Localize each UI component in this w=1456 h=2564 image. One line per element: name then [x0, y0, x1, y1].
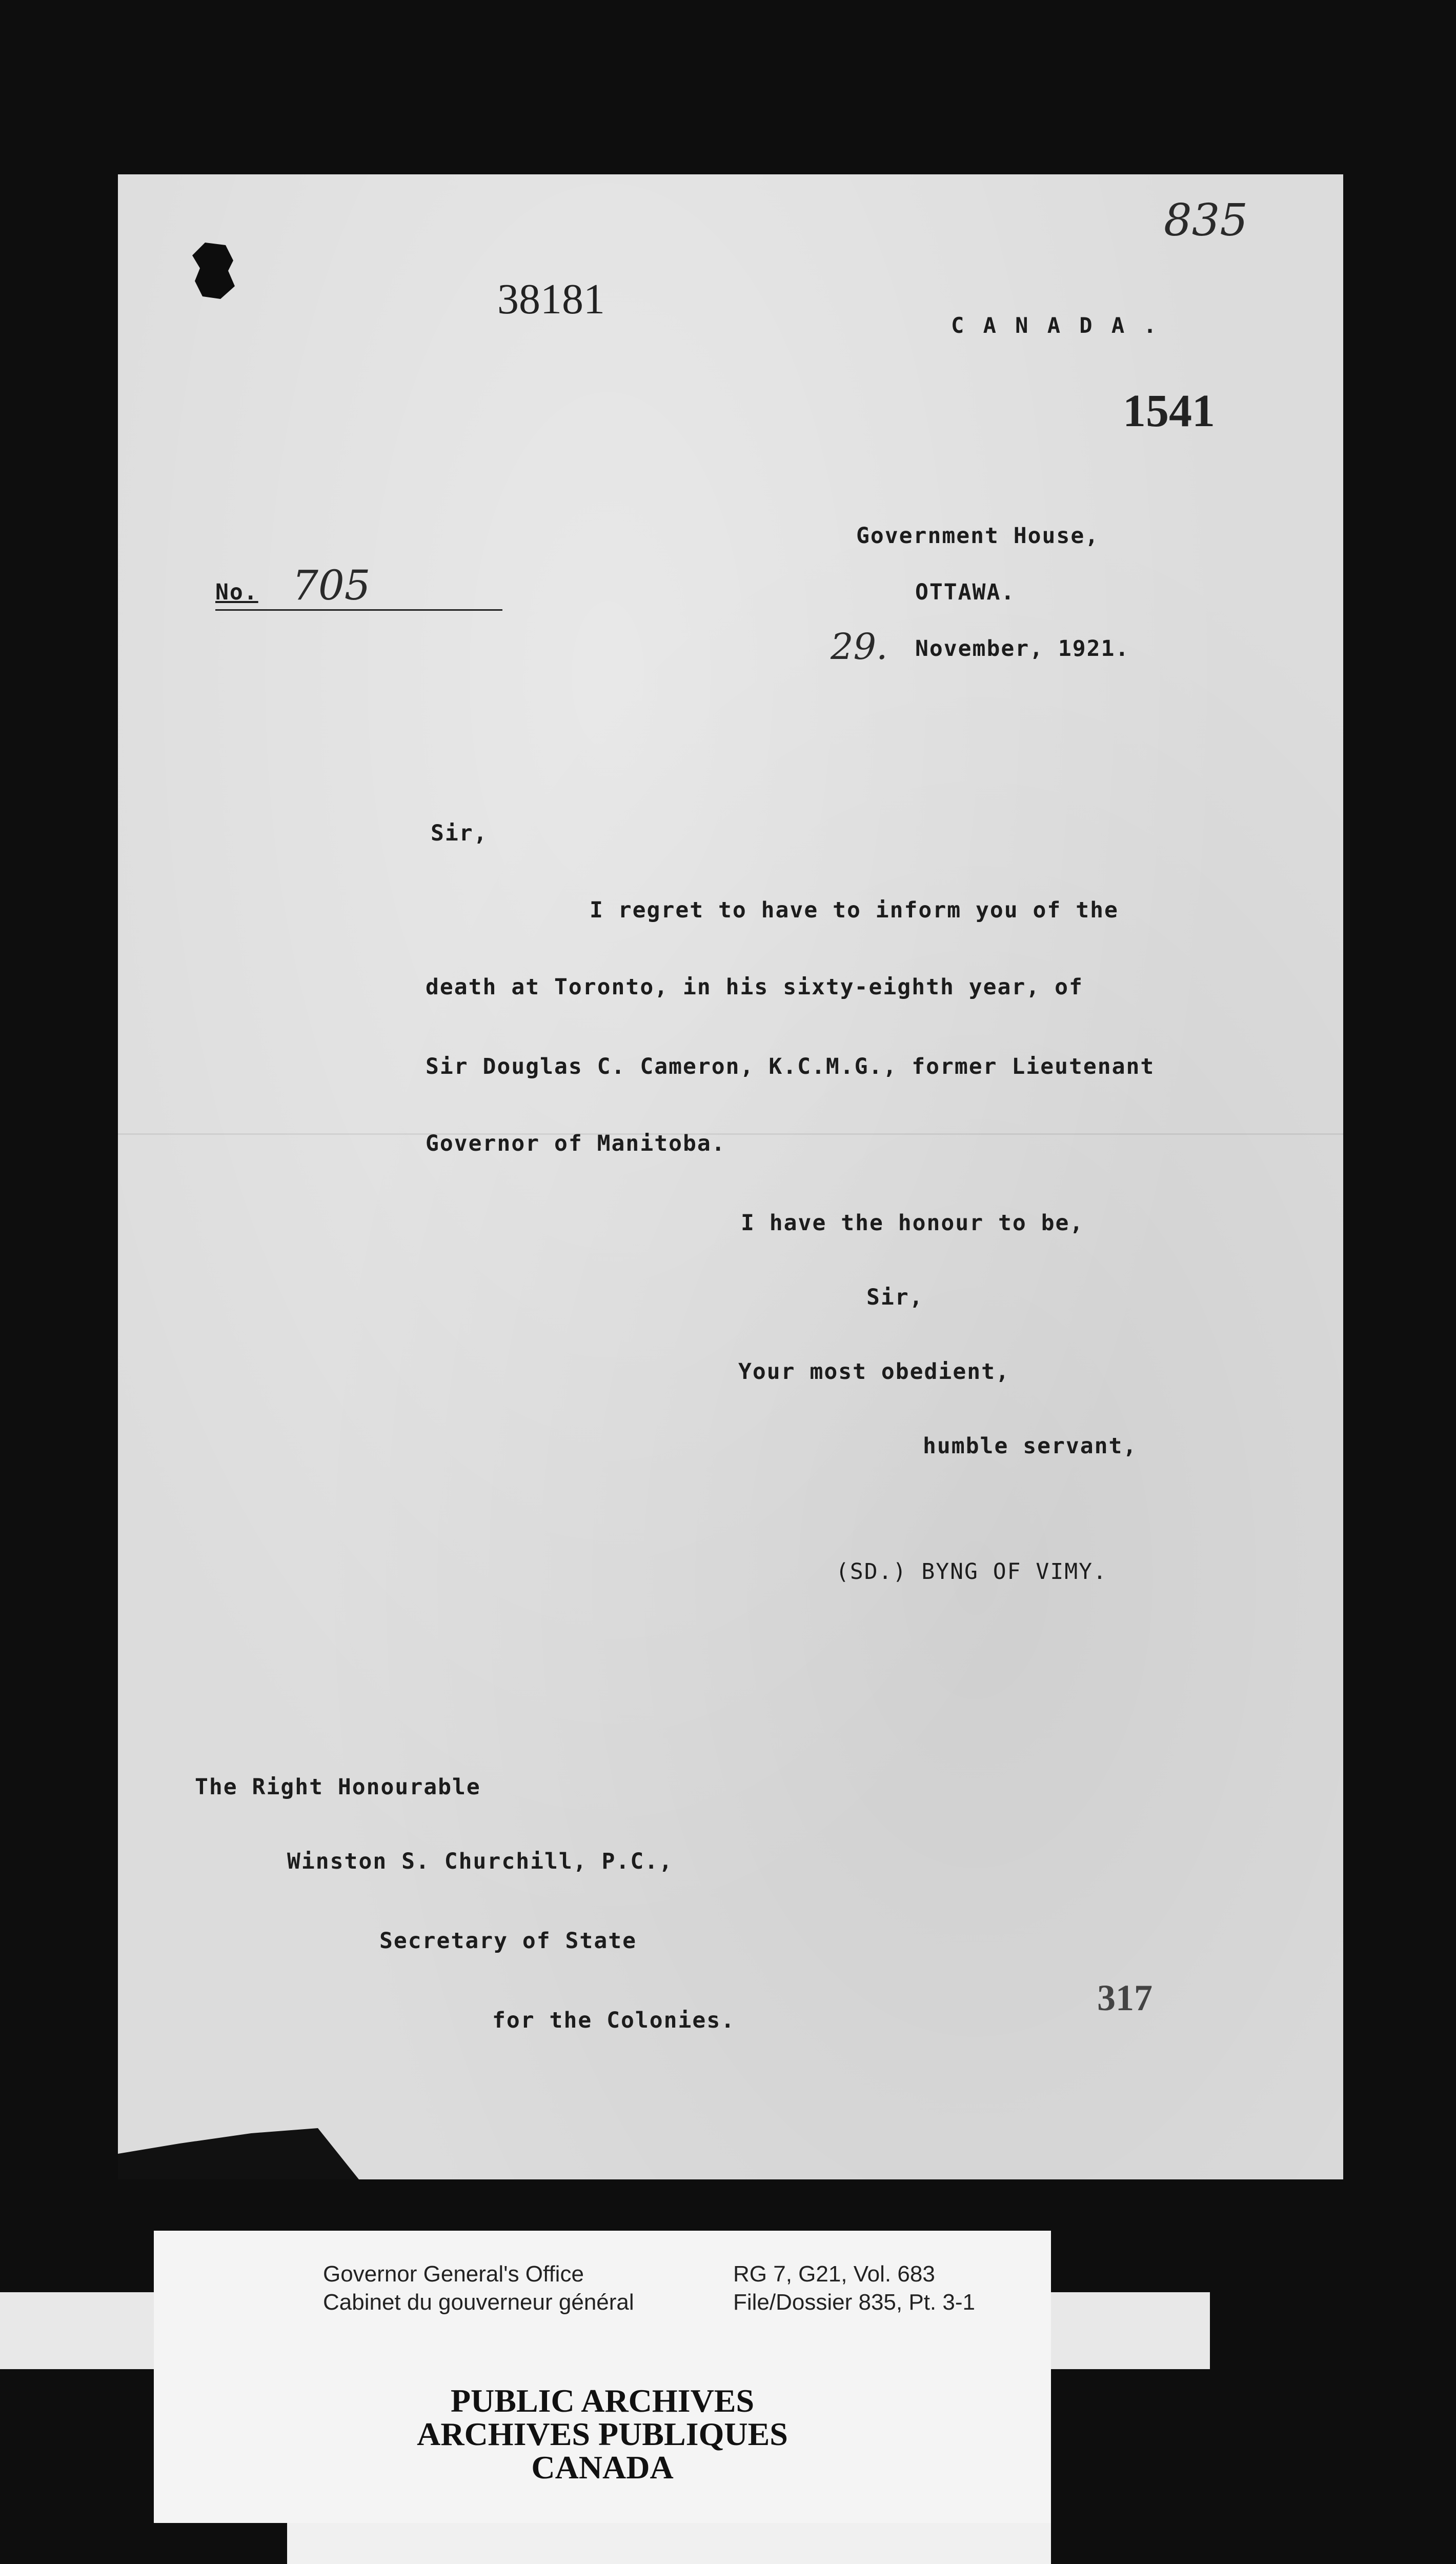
closing-line-3: Your most obedient,: [738, 1359, 1010, 1385]
closing-line-2: Sir,: [866, 1285, 924, 1310]
label-stub: [287, 2523, 1051, 2564]
address-line-1: Government House,: [856, 523, 1100, 549]
stamp-number: 1541: [1123, 386, 1215, 436]
country-heading: C A N A D A .: [951, 313, 1160, 338]
reference-label: No.: [215, 579, 258, 605]
archives-english: PUBLIC ARCHIVES: [450, 2382, 755, 2419]
reference-code: RG 7, G21, Vol. 683: [733, 2261, 935, 2287]
date-rest: November, 1921.: [915, 636, 1130, 662]
file-number: 38181: [497, 275, 605, 323]
fold-line: [118, 1133, 1343, 1135]
closing-line-1: I have the honour to be,: [741, 1210, 1084, 1236]
recipient-line-4: for the Colonies.: [492, 2008, 736, 2033]
reference-number-handwritten: 705: [292, 562, 371, 609]
body-line-4: Governor of Manitoba.: [426, 1131, 726, 1156]
archive-label-card: [154, 2231, 1051, 2523]
file-dossier: File/Dossier 835, Pt. 3-1: [733, 2290, 975, 2315]
salutation: Sir,: [431, 820, 488, 846]
office-french: Cabinet du gouverneur général: [323, 2290, 634, 2315]
letter-sheet: [118, 174, 1343, 2179]
ink-blot-mark: [190, 240, 236, 302]
reference-underline: [215, 609, 502, 611]
signature: (SD.) BYNG OF VIMY.: [836, 1559, 1107, 1585]
closing-line-4: humble servant,: [923, 1433, 1138, 1459]
date-day-handwritten: 29.: [831, 626, 888, 668]
body-line-3: Sir Douglas C. Cameron, K.C.M.G., former Lieutenant: [426, 1054, 1155, 1079]
office-english: Governor General's Office: [323, 2261, 584, 2287]
label-tab-right: [1051, 2292, 1210, 2369]
body-line-2: death at Toronto, in his sixty-eighth year, of: [426, 974, 1083, 1000]
recipient-line-2: Winston S. Churchill, P.C.,: [287, 1849, 673, 1874]
page-number-handwritten: 835: [1164, 195, 1248, 246]
torn-corner: [118, 2123, 359, 2179]
recipient-line-1: The Right Honourable: [195, 1774, 481, 1800]
archives-french: ARCHIVES PUBLIQUES: [417, 2416, 788, 2452]
archives-country: CANADA: [531, 2449, 674, 2486]
folio-number: 317: [1097, 1977, 1152, 2018]
label-tab-left: [0, 2292, 154, 2369]
recipient-line-3: Secretary of State: [379, 1928, 637, 1954]
body-line-1: I regret to have to inform you of the: [590, 897, 1119, 923]
address-line-2: OTTAWA.: [915, 579, 1016, 605]
